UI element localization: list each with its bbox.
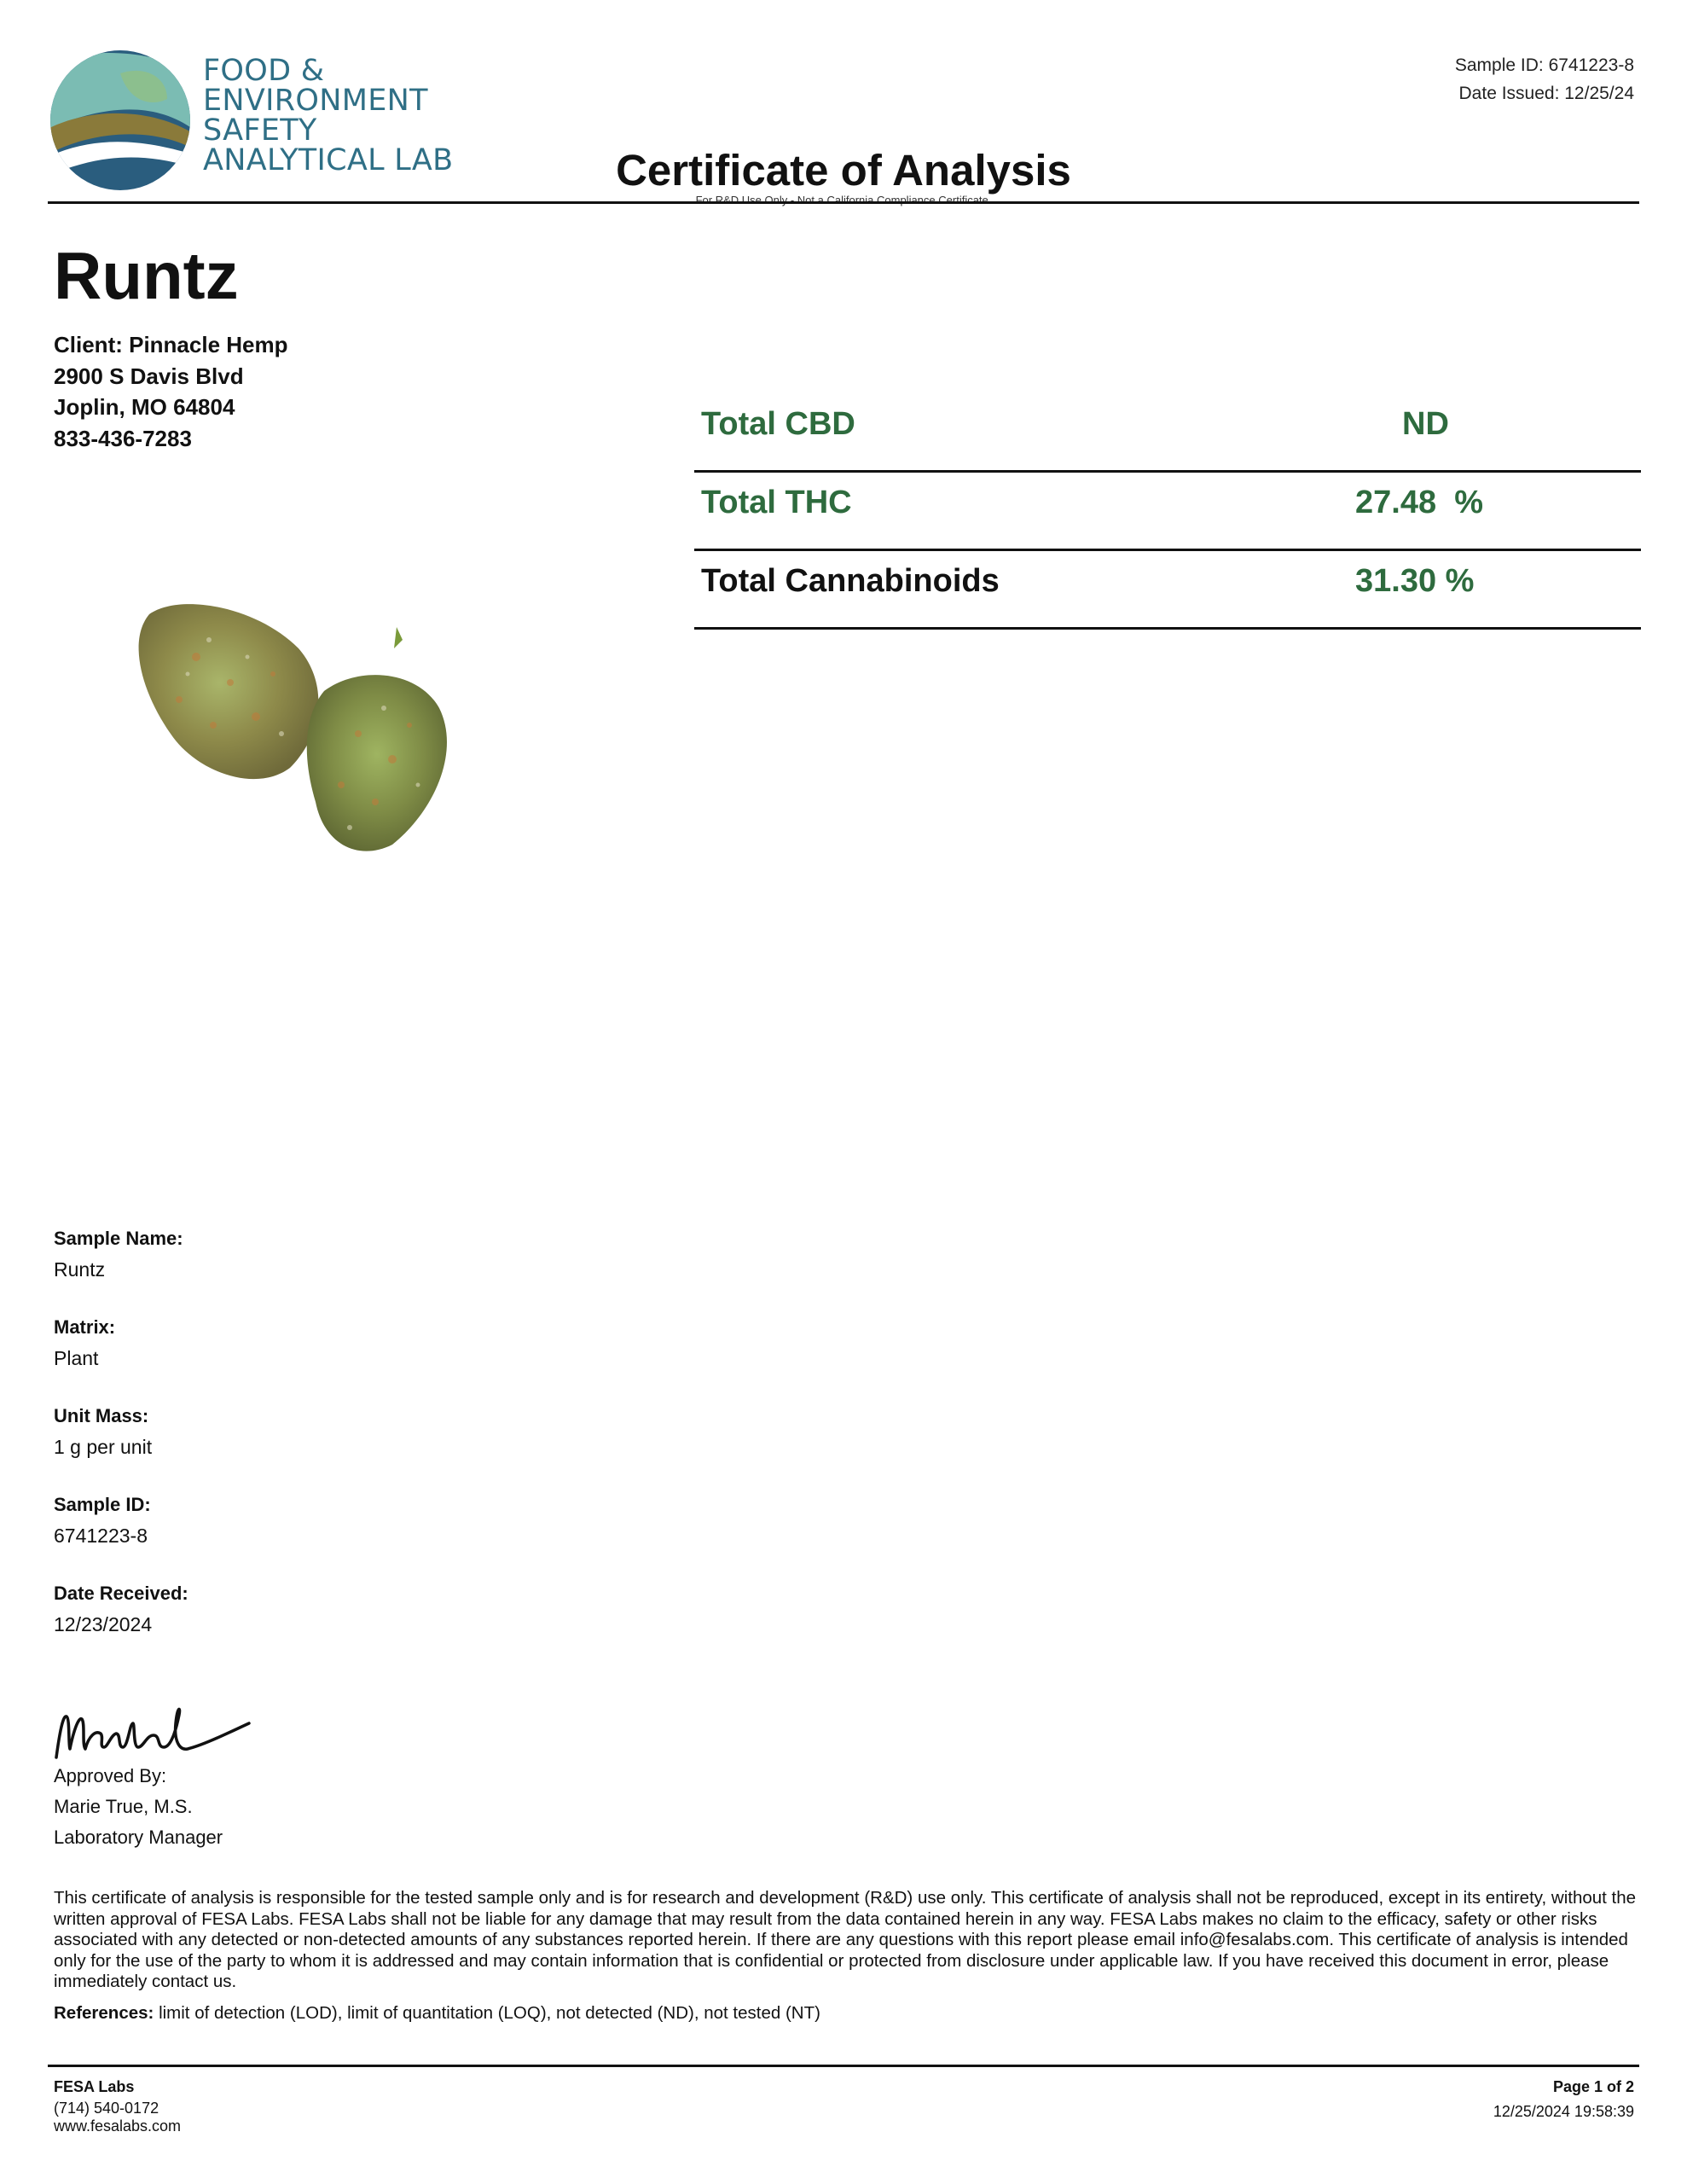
footer-divider (48, 2065, 1639, 2067)
client-address-line2: Joplin, MO 64804 (54, 394, 235, 420)
detail-label: Sample Name: (54, 1228, 183, 1249)
approved-by-label: Approved By: (54, 1765, 167, 1786)
summary-value: ND (1402, 406, 1449, 442)
references (54, 2002, 1640, 2024)
product-name: Runtz (54, 238, 239, 313)
header-meta (1455, 51, 1634, 107)
lab-logo-icon (48, 48, 193, 193)
logo-line: FOOD & (203, 54, 325, 88)
summary-value: 27.48 % (1355, 485, 1483, 520)
summary-label: Total THC (701, 485, 852, 520)
approver-name: Marie True, M.S. (54, 1796, 193, 1817)
approval-block (54, 1761, 223, 1853)
detail-label: Date Received: (54, 1583, 188, 1604)
disclaimer-text: This certificate of analysis is responsible for the tested sample only and is for research and development (R&D) use only. This certificate of analysis shall not be reproduced, except in its entirety, without the written approval of FESA Labs. FESA Labs shall not be liable for any damage that may result from the data contained herein in any way. FESA Labs makes no claim to the efficacy, safety or other risks associated with any detected or non-detected amounts of any substances reported herein. If there are any questions with this report please email info@fesalabs.com. This certificate of analysis is intended only for the use of the party to whom it is addressed and may contain information that is confidential or protected from disclosure under applicable law. If you have received this document in error, please immediately contact us. (54, 1888, 1637, 1991)
document-title: Certificate of Analysis (616, 146, 1071, 195)
header-date-issued: Date Issued: 12/25/24 (1458, 84, 1634, 103)
header-sample-id: Sample ID: 6741223-8 (1454, 55, 1634, 75)
footer-page-info (1493, 2075, 1634, 2124)
product-photo (128, 589, 520, 879)
footer-company-info (54, 2075, 181, 2135)
detail-value: Runtz (54, 1258, 106, 1281)
references-label: References: (54, 2003, 154, 2023)
references-text: limit of detection (LOD), limit of quantitation (LOQ), not detected (ND), not tested (NT) (154, 2003, 820, 2023)
header-divider (48, 201, 1639, 204)
summary-value: 31.30 % (1355, 563, 1475, 599)
footer-company: FESA Labs (54, 2078, 135, 2095)
detail-label: Unit Mass: (54, 1405, 149, 1426)
lab-logo (48, 48, 454, 193)
client-info (54, 329, 288, 454)
summary-row-total-cannabinoids (694, 551, 1641, 630)
summary-label: Total Cannabinoids (701, 563, 1000, 599)
detail-date-received (54, 1578, 651, 1640)
document-subtitle: For R&D Use Only - Not a California Compliance Certificate. (695, 194, 992, 206)
summary-row-total-cbd (694, 394, 1641, 473)
cannabinoid-summary (694, 394, 1641, 630)
sample-details (54, 1223, 651, 1667)
client-address-line1: 2900 S Davis Blvd (54, 363, 244, 389)
footer-timestamp: 12/25/2024 19:58:39 (1493, 2103, 1634, 2120)
lab-logo-wordmark (203, 56, 453, 176)
detail-value: 12/23/2024 (54, 1613, 153, 1635)
logo-line: ANALYTICAL LAB (203, 143, 454, 177)
detail-label: Matrix: (54, 1316, 116, 1338)
approver-role: Laboratory Manager (54, 1827, 223, 1848)
client-phone: 833-436-7283 (54, 425, 192, 451)
detail-unit-mass (54, 1401, 651, 1462)
detail-value: 1 g per unit (54, 1436, 153, 1458)
detail-matrix (54, 1312, 651, 1374)
client-name: Client: Pinnacle Hemp (54, 332, 288, 357)
footer-phone: (714) 540-0172 (54, 2100, 159, 2117)
detail-sample-name (54, 1223, 651, 1285)
signature-image (51, 1698, 256, 1766)
detail-value: Plant (54, 1347, 99, 1369)
logo-line: ENVIRONMENT (203, 84, 428, 118)
detail-sample-id (54, 1490, 651, 1551)
summary-label: Total CBD (701, 406, 855, 442)
detail-label: Sample ID: (54, 1494, 151, 1515)
detail-value: 6741223-8 (54, 1525, 148, 1547)
footer-page-number: Page 1 of 2 (1552, 2078, 1634, 2095)
footer-website: www.fesalabs.com (54, 2117, 182, 2135)
logo-line: SAFETY (203, 113, 317, 148)
summary-row-total-thc (694, 473, 1641, 551)
